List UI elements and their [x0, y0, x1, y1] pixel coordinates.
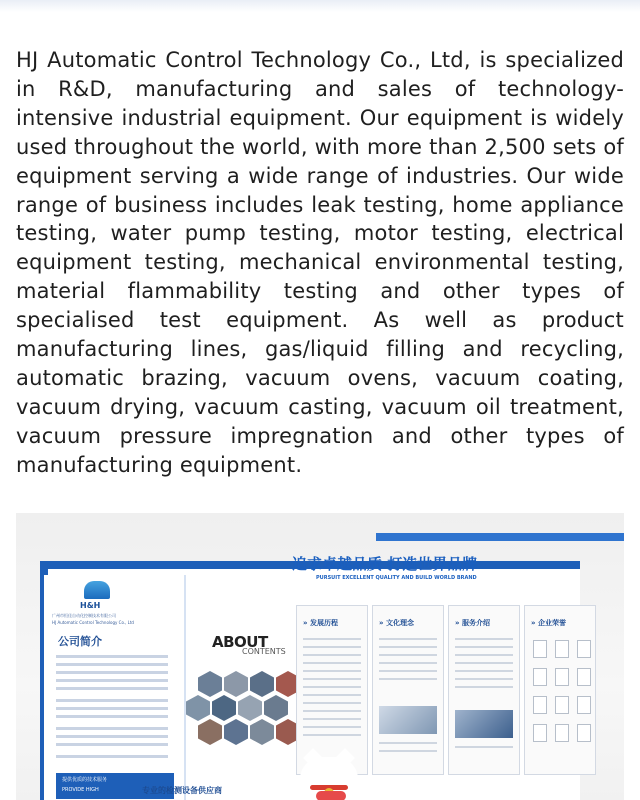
text-line	[379, 646, 437, 648]
info-board	[296, 605, 368, 775]
certificate	[555, 640, 569, 658]
board-title: » 发展历程	[303, 619, 338, 627]
text-line	[303, 646, 361, 648]
text-line	[379, 638, 437, 640]
info-board	[372, 605, 444, 775]
text-line	[56, 727, 168, 730]
certificate	[577, 640, 591, 658]
info-board	[448, 605, 520, 775]
certificate	[533, 724, 547, 742]
provide-en: PROVIDE HIGH	[62, 787, 99, 793]
info-board	[524, 605, 596, 775]
company-intro-paragraph: HJ Automatic Control Technology Co., Ltd, is specialized in R&D, manufacturing and sales of technology-intensive industrial equipment. Our equipment is widely used throughout the world, with more than 2,500 sets of equipment serving a wide range of industries. Our wide range of business includes leak testing, home appliance testing, water pump testing, motor testing, electrical equipment testing, mechanical environmental testing, material flammability testing and other types of specialised test equipment. As well as product manufacturing lines, gas/liquid filling and recycling, automatic brazing, vacuum ovens, vacuum coating, vacuum drying, vacuum casting, vacuum oil treatment, vacuum pressure impregnation and other types of manufacturing equipment.	[16, 48, 624, 477]
board-title: » 服务介绍	[455, 619, 490, 627]
flowers-decoration	[316, 791, 346, 800]
text-line	[303, 654, 361, 656]
panel-heading: 公司简介	[58, 635, 102, 648]
certificate	[533, 668, 547, 686]
certificate	[555, 668, 569, 686]
text-line	[379, 750, 437, 752]
company-profile-panel	[44, 575, 186, 800]
text-line	[455, 646, 513, 648]
board-title: » 文化理念	[379, 619, 414, 627]
logo-text: H&H	[80, 601, 101, 610]
text-line	[303, 734, 361, 736]
text-line	[56, 687, 168, 690]
slogan-cn: 追求卓越品质 打造世界品牌	[292, 555, 478, 573]
certificate	[577, 696, 591, 714]
text-line	[379, 670, 437, 672]
certificate	[533, 696, 547, 714]
certificate	[577, 668, 591, 686]
text-line	[56, 671, 168, 674]
text-line	[303, 694, 361, 696]
text-line	[455, 638, 513, 640]
top-fade	[0, 0, 640, 12]
text-line	[303, 702, 361, 704]
text-line	[303, 686, 361, 688]
text-line	[56, 699, 168, 702]
about-title: ABOUT	[212, 633, 268, 651]
company-name-en: HJ Automatic Control Technology Co., Ltd	[52, 620, 134, 625]
text-line	[379, 654, 437, 656]
certificate	[577, 724, 591, 742]
text-line	[455, 746, 513, 748]
text-line	[56, 743, 168, 746]
text-line	[379, 662, 437, 664]
text-line	[56, 755, 168, 758]
text-line	[56, 715, 168, 718]
provide-cn: 提供优质的技术服务	[62, 777, 108, 783]
certificate	[555, 724, 569, 742]
text-line	[303, 710, 361, 712]
slogan-en: PURSUIT EXCELLENT QUALITY AND BUILD WORLD BRAND	[316, 575, 477, 581]
wall-stripe-top	[376, 533, 624, 541]
text-line	[455, 686, 513, 688]
text-line	[379, 742, 437, 744]
text-line	[56, 707, 168, 710]
company-logo-icon	[84, 581, 110, 599]
board-title: » 企业荣誉	[531, 619, 566, 627]
board-photo	[379, 706, 437, 734]
text-line	[303, 670, 361, 672]
text-line	[379, 678, 437, 680]
text-line	[455, 670, 513, 672]
certificate	[533, 640, 547, 658]
text-line	[56, 663, 168, 666]
text-line	[303, 726, 361, 728]
text-line	[455, 678, 513, 680]
text-line	[455, 654, 513, 656]
company-wall-photo	[16, 513, 624, 800]
text-line	[303, 678, 361, 680]
text-line	[56, 679, 168, 682]
text-line	[303, 718, 361, 720]
board-photo	[455, 710, 513, 738]
text-line	[455, 662, 513, 664]
text-line	[56, 735, 168, 738]
text-line	[56, 655, 168, 658]
about-contents: CONTENTS	[242, 647, 286, 656]
text-line	[303, 638, 361, 640]
company-name-cn: 广州市恒佳自动化控制技术有限公司	[52, 613, 116, 618]
wall-footer-text: 专业的检测设备供应商	[142, 786, 222, 795]
certificate	[555, 696, 569, 714]
text-line	[303, 662, 361, 664]
